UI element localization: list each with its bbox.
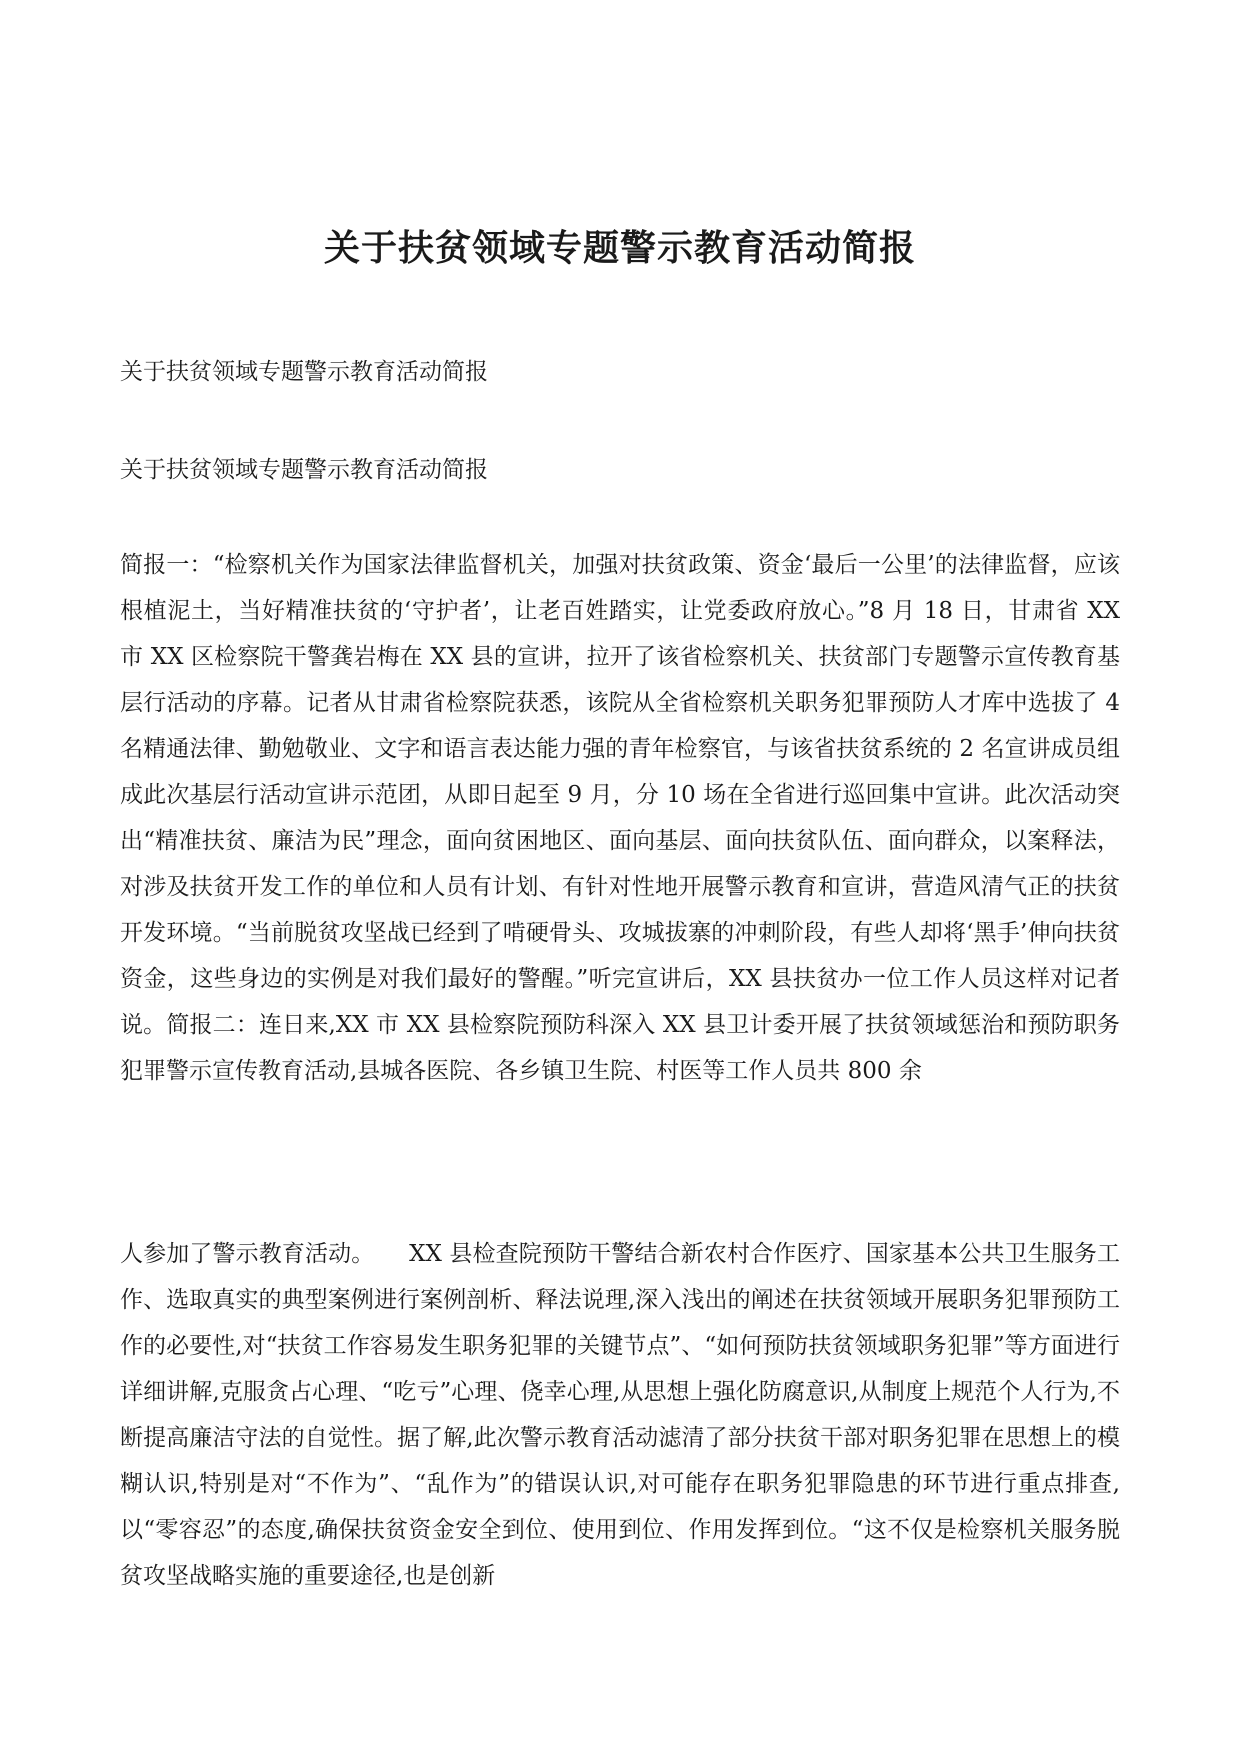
document-subtitle-1: 关于扶贫领域专题警示教育活动简报 [120, 359, 488, 385]
document-subtitle-2: 关于扶贫领域专题警示教育活动简报 [120, 457, 488, 483]
body-paragraph-1: 简报一：“检察机关作为国家法律监督机关，加强对扶贫政策、资金‘最后一公里’的法律监督，应该根植泥土，当好精准扶贫的‘守护者’，让老百姓踏实，让党委政府放心。”8 月 18 日，甘肃省 XX 市 XX 区检察院干警龚岩梅在 XX 县的宣讲，拉开了该省检察机关、扶贫部门专题警示宣传教育基层行活动的序幕。记者从甘肃省检察院获悉，该院从全省检察机关职务犯罪预防人才库中选拔了 4 名精通法律、勤勉敬业、文字和语言表达能力强的青年检察官，与该省扶贫系统的 2 名宣讲成员组成此次基层行活动宣讲示范团，从即日起至 9 月，分 10 场在全省进行巡回集中宣讲。此次活动突出“精准扶贫、廉洁为民”理念，面向贫困地区、面向基层、面向扶贫队伍、面向群众，以案释法，对涉及扶贫开发工作的单位和人员有计划、有针对性地开展警示教育和宣讲，营造风清气正的扶贫开发环境。“当前脱贫攻坚战已经到了啃硬骨头、攻城拔寨的冲刺阶段，有些人却将‘黑手’伸向扶贫资金，这些身边的实例是对我们最好的警醒。”听完宣讲后，XX 县扶贫办一位工作人员这样对记者说。简报二：连日来,XX 市 XX 县检察院预防科深入 XX 县卫计委开展了扶贫领域惩治和预防职务犯罪警示宣传教育活动,县城各医院、各乡镇卫生院、村医等工作人员共 800 余 [120, 552, 1120, 1084]
body-paragraph-2: 人参加了警示教育活动。 XX 县检查院预防干警结合新农村合作医疗、国家基本公共卫生服务工作、选取真实的典型案例进行案例剖析、释法说理,深入浅出的阐述在扶贫领域开展职务犯罪预防工作的必要性,对“扶贫工作容易发生职务犯罪的关键节点”、“如何预防扶贫领域职务犯罪”等方面进行详细讲解,克服贪占心理、“吃亏”心理、侥幸心理,从思想上强化防腐意识,从制度上规范个人行为,不断提高廉洁守法的自觉性。据了解,此次警示教育活动滤清了部分扶贫干部对职务犯罪在思想上的模糊认识,特别是对“不作为”、“乱作为”的错误认识,对可能存在职务犯罪隐患的环节进行重点排查,以“零容忍”的态度,确保扶贫资金安全到位、使用到位、作用发挥到位。“这不仅是检察机关服务脱贫攻坚战略实施的重要途径,也是创新 [120, 1241, 1120, 1589]
document-title: 关于扶贫领域专题警示教育活动简报 [323, 227, 916, 269]
